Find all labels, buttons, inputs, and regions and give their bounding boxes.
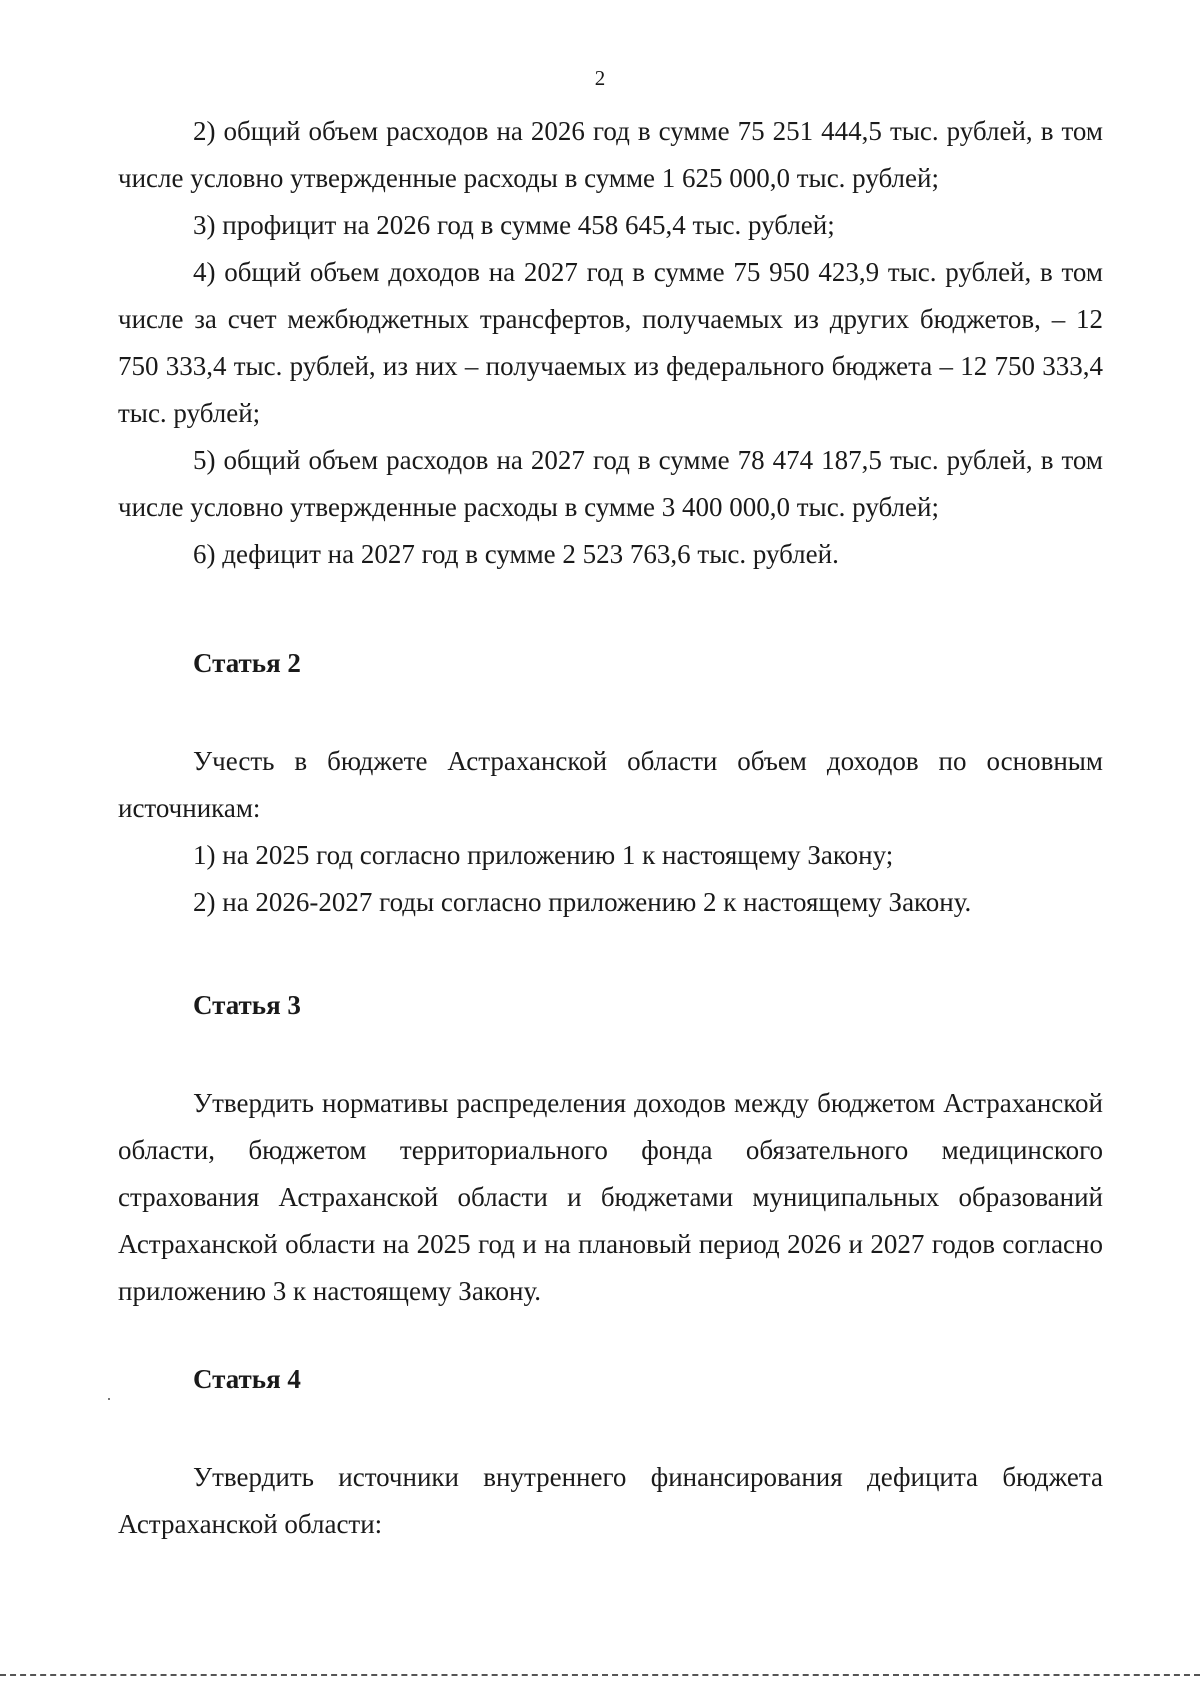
bottom-scan-line bbox=[0, 1674, 1200, 1676]
article2-item-1: 1) на 2025 год согласно приложению 1 к настоящему Закону; bbox=[193, 840, 894, 870]
article2-body bbox=[118, 738, 1103, 926]
article3-body bbox=[118, 1080, 1103, 1315]
page-number: 2 bbox=[594, 66, 606, 90]
article2-paragraph: Учесть в бюджете Астраханской области объем доходов по основным источникам: bbox=[118, 746, 1103, 823]
paragraph-revenues-2027: 4) общий объем доходов на 2027 год в сумме 75 950 423,9 тыс. рублей, в том числе за счет межбюджетных трансфертов, получаемых из других бюджетов, – 12 750 333,4 тыс. рублей, из них – получаемых из федерального бюджета – 12 750 333,4 тыс. рублей; bbox=[118, 257, 1103, 428]
article1-continuation bbox=[118, 108, 1103, 578]
article2-heading: Статья 2 bbox=[193, 648, 301, 678]
paragraph-deficit-2027: 6) дефицит на 2027 год в сумме 2 523 763,6 тыс. рублей. bbox=[193, 539, 839, 569]
article4-heading: Статья 4 bbox=[193, 1364, 301, 1394]
paragraph-expenses-2026: 2) общий объем расходов на 2026 год в сумме 75 251 444,5 тыс. рублей, в том числе условно утвержденные расходы в сумме 1 625 000,0 тыс. рублей; bbox=[118, 116, 1103, 193]
paragraph-expenses-2027: 5) общий объем расходов на 2027 год в сумме 78 474 187,5 тыс. рублей, в том числе условно утвержденные расходы в сумме 3 400 000,0 тыс. рублей; bbox=[118, 445, 1103, 522]
article2-item-2: 2) на 2026-2027 годы согласно приложению 2 к настоящему Закону. bbox=[193, 887, 972, 917]
article3-heading: Статья 3 bbox=[193, 990, 301, 1020]
article4-body bbox=[118, 1454, 1103, 1548]
article4-paragraph: Утвердить источники внутреннего финансирования дефицита бюджета Астраханской области: bbox=[118, 1462, 1103, 1539]
scan-speck bbox=[108, 1398, 110, 1400]
paragraph-surplus-2026: 3) профицит на 2026 год в сумме 458 645,4 тыс. рублей; bbox=[193, 210, 835, 240]
article3-paragraph: Утвердить нормативы распределения доходов между бюджетом Астраханской области, бюджетом территориального фонда обязательного медицинского страхования Астраханской области и бюджетами муниципальных образований Астраханской области на 2025 год и на плановый период 2026 и 2027 годов согласно приложению 3 к настоящему Закону. bbox=[118, 1088, 1103, 1306]
